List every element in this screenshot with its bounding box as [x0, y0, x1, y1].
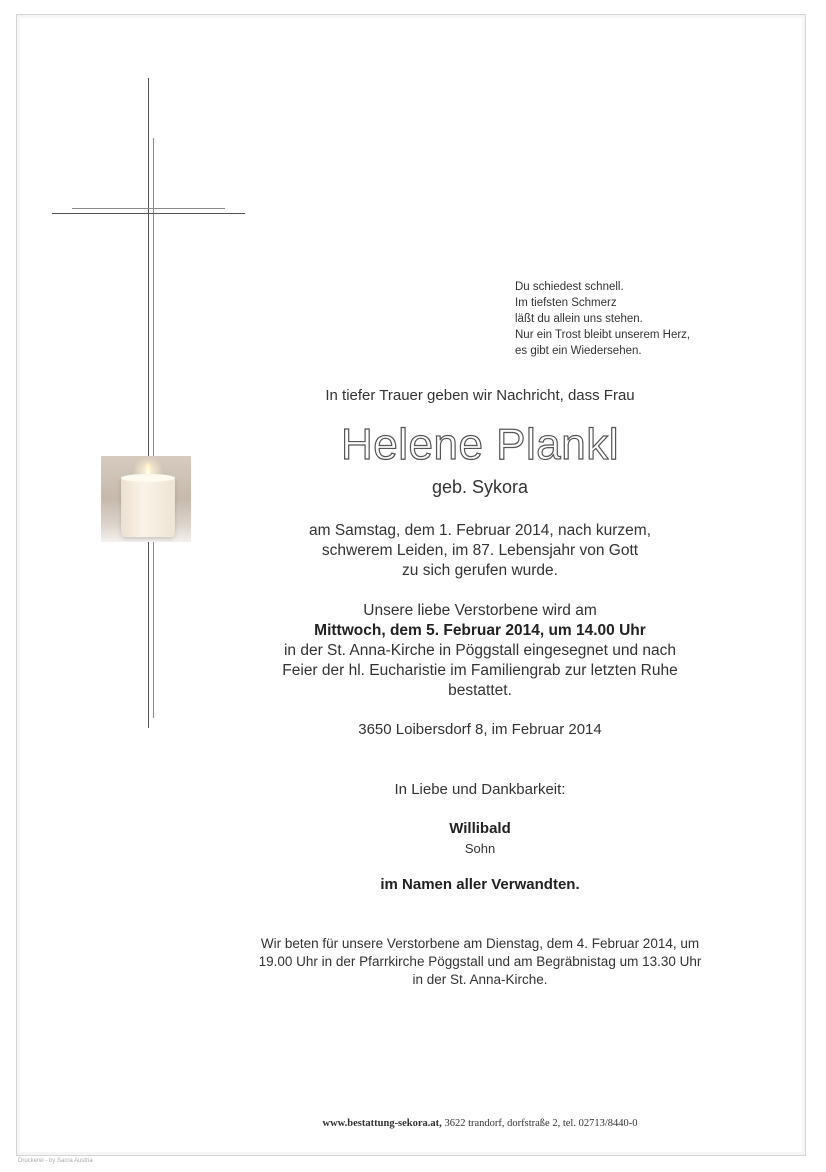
burial-intro: Unsere liebe Verstorbene wird am: [363, 602, 597, 619]
imprint: Druckerei - by Sacra Austria: [18, 1158, 93, 1164]
poem-line: Im tiefsten Schmerz: [515, 297, 617, 309]
mourner-relation: Sohn: [464, 841, 496, 856]
prayer-line: 19.00 Uhr in der Pfarrkirche Pöggstall und am Begräbnistag um 13.30 Uhr: [258, 954, 702, 969]
closing-text: In Liebe und Dankbarkeit:: [394, 781, 566, 798]
poem-line: läßt du allein uns stehen.: [515, 313, 643, 325]
death-line: am Samstag, dem 1. Februar 2014, nach kurzem,: [308, 522, 652, 539]
poem-line: Nur ein Trost bleibt unserem Herz,: [515, 329, 691, 341]
prayer-notice: [230, 935, 730, 989]
burial-line: bestattet.: [448, 682, 512, 699]
death-line: zu sich gerufen wurde.: [402, 562, 558, 579]
mourner-name: Willibald: [449, 820, 511, 837]
burial-line: in der St. Anna-Kirche in Pöggstall eingesegnet und nach: [283, 642, 677, 659]
deceased-name: Helene Plankl: [341, 420, 619, 469]
birth-name: geb. Sykora: [431, 477, 529, 497]
footer: [230, 1118, 730, 1129]
prayer-line: Wir beten für unsere Verstorbene am Dienstag, dem 4. Februar 2014, um: [260, 936, 700, 951]
place-date: 3650 Loibersdorf 8, im Februar 2014: [358, 721, 602, 738]
burial-date: Mittwoch, dem 5. Februar 2014, um 14.00 Uhr: [314, 622, 646, 639]
burial-notice: [230, 601, 730, 701]
intro-text: In tiefer Trauer geben wir Nachricht, dass Frau: [325, 387, 635, 404]
footer-website: www.bestattung-sekora.at,: [322, 1118, 442, 1129]
poem-line: Du schiedest schnell.: [515, 281, 624, 293]
prayer-line: in der St. Anna-Kirche.: [412, 972, 548, 987]
burial-line: Feier der hl. Eucharistie im Familiengrab zur letzten Ruhe: [282, 662, 678, 679]
candle-image: [101, 456, 191, 542]
death-line: schwerem Leiden, im 87. Lebensjahr von Gott: [321, 542, 639, 559]
poem-line: es gibt ein Wiedersehen.: [515, 345, 642, 357]
death-notice: [230, 521, 730, 581]
relatives-text: im Namen aller Verwandten.: [380, 876, 580, 893]
footer-address: 3622 trandorf, dorfstraße 2, tel. 02713/8440-0: [441, 1118, 638, 1129]
poem: [515, 279, 690, 359]
